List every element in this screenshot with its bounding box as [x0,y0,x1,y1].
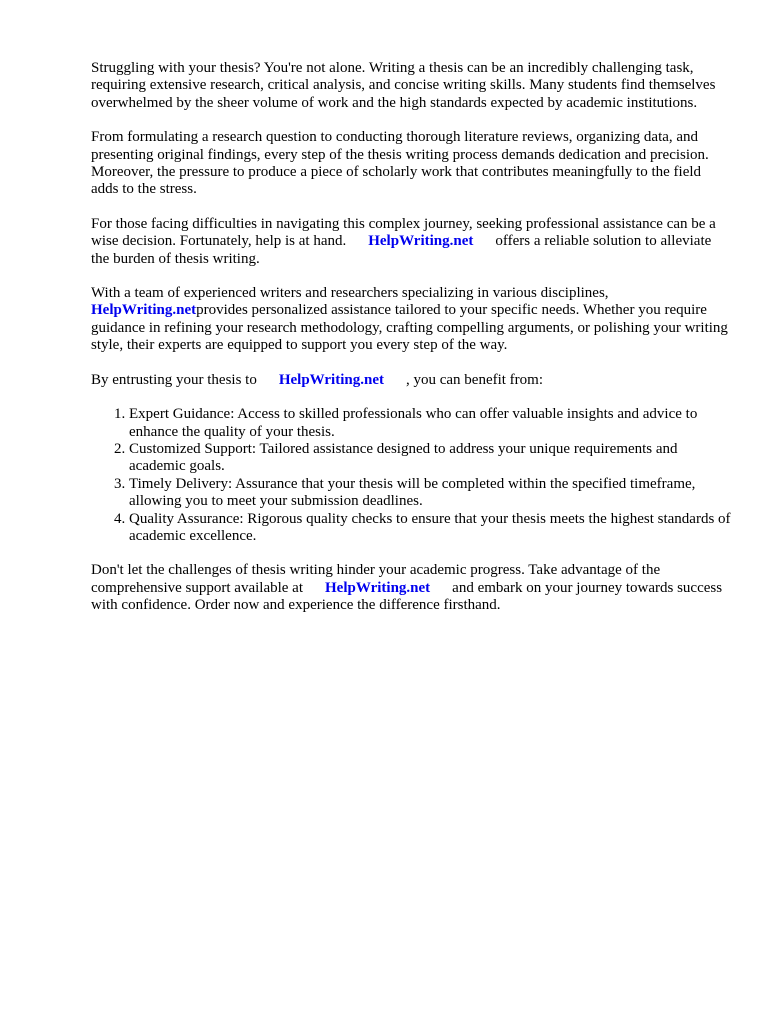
closing-text-after: and embark on your journey towards success with confidence. Order now and experience the difference firsthand. [91,579,723,614]
benefit-item: 4. Quality Assurance: Rigorous quality checks to ensure that your thesis meets the highest standards of academic excellence. [129,511,731,546]
benefits-list [91,406,731,545]
assistance-text-after: offers a reliable solution to alleviate the burden of thesis writing. [91,233,712,267]
team-text-after: provides personalized assistance tailored to your specific needs. Whether you require guidance in refining your research methodology, crafting compelling arguments, or polishing your writing style, their experts are equipped to support you every step of the way. [91,302,728,354]
process-paragraph: From formulating a research question to conducting thorough literature reviews, organizing data, and presenting original findings, every step of the thesis writing process demands dedication and precision. Moreover, the pressure to produce a piece of scholarly work that contributes meaningfully to the field adds to the stress. [91,129,709,198]
assistance-text-before: For those facing difficulties in navigating this complex journey, seeking professional assistance can be a wise decision. Fortunately, help is at hand. [91,215,716,250]
entrust-text-after: , you can benefit from: [405,371,544,388]
closing-paragraph [91,562,731,614]
document-page [91,60,731,632]
closing-text-before: Don't let the challenges of thesis writing hinder your academic progress. Take advantage of the comprehensive support available at [91,562,661,596]
benefit-item: 2. Customized Support: Tailored assistance designed to address your unique requirements and academic goals. [129,441,731,476]
helpwriting-link[interactable]: HelpWriting.net [91,302,197,319]
helpwriting-link[interactable]: HelpWriting.net [325,579,431,596]
assistance-paragraph [91,216,731,268]
entrust-text-before: By entrusting your thesis to [91,371,257,388]
entrust-paragraph [91,372,731,389]
benefit-item: 3. Timely Delivery: Assurance that your thesis will be completed within the specified timeframe, allowing you to meet your submission deadlines. [129,476,731,511]
team-paragraph [91,285,731,355]
benefit-item: 1. Expert Guidance: Access to skilled professionals who can offer valuable insights and advice to enhance the quality of your thesis. [129,406,731,441]
intro-paragraph: Struggling with your thesis? You're not alone. Writing a thesis can be an incredibly challenging task, requiring extensive research, critical analysis, and concise writing skills. Many students find themselves overwhelmed by the sheer volume of work and the high standards expected by academic institutions. [91,60,716,111]
helpwriting-link[interactable]: HelpWriting.net [368,233,474,250]
team-text-before: With a team of experienced writers and researchers specializing in various disciplines, [91,285,609,302]
helpwriting-link[interactable]: HelpWriting.net [278,371,384,388]
